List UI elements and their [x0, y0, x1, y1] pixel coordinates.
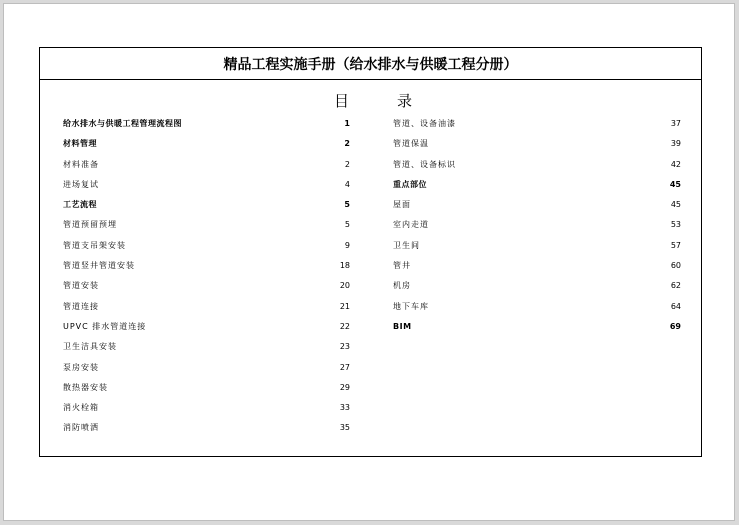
- toc-entry-label: 管道竖井管道安装: [63, 261, 135, 271]
- toc-entry-label: 泵房安装: [63, 362, 99, 372]
- toc-entry[interactable]: [393, 299, 681, 319]
- toc-entry-label: 管道保温: [393, 139, 429, 149]
- toc-entry-label: UPVC 排水管道连接: [63, 321, 147, 331]
- toc-entry-label: 管道连接: [63, 301, 99, 311]
- toc-entry[interactable]: [63, 319, 350, 339]
- toc-entry-label: 散热器安装: [63, 382, 108, 392]
- toc-entry[interactable]: [393, 217, 681, 237]
- toc-entry-label: 管道、设备标识: [393, 159, 456, 169]
- toc-entry-page-number: 5: [344, 220, 350, 230]
- toc-entry-label: 进场复试: [63, 179, 99, 189]
- toc-entry[interactable]: [393, 278, 681, 298]
- toc-entry-page-number: 9: [344, 240, 350, 250]
- toc-entry-page-number: 53: [670, 220, 681, 230]
- toc-entry-page-number: 5: [344, 200, 350, 210]
- toc-entry[interactable]: [393, 157, 681, 177]
- toc-entry-page-number: 20: [339, 281, 350, 291]
- toc-heading: [40, 90, 701, 110]
- toc-entry-label: 管井: [393, 261, 411, 271]
- toc-entry-page-number: 42: [670, 159, 681, 169]
- toc-entry-page-number: 2: [344, 159, 350, 169]
- toc-entry-label: 屋面: [393, 200, 411, 210]
- toc-column-right: [393, 116, 681, 339]
- toc-entry-page-number: 69: [669, 321, 681, 331]
- toc-entry-label: 地下车库: [393, 301, 429, 311]
- toc-document-frame: [39, 47, 702, 457]
- toc-entry-page-number: 21: [339, 301, 350, 311]
- toc-entry[interactable]: [63, 299, 350, 319]
- toc-entry-label: 消防喷洒: [63, 423, 99, 433]
- toc-entry[interactable]: [393, 116, 681, 136]
- toc-entry-label: 材料准备: [63, 159, 99, 169]
- toc-entry-label: 机房: [393, 281, 411, 291]
- toc-entry-label: 重点部位: [393, 179, 427, 189]
- toc-entry[interactable]: [63, 177, 350, 197]
- toc-entry-label: 给水排水与供暖工程管理流程图: [63, 119, 182, 128]
- toc-entry-page-number: 22: [339, 321, 350, 331]
- toc-entry-page-number: 64: [670, 301, 681, 311]
- toc-entry-page-number: 35: [339, 423, 350, 433]
- toc-entry-label: 消火栓箱: [63, 403, 99, 413]
- toc-entry[interactable]: [63, 360, 350, 380]
- page-canvas: [3, 3, 735, 521]
- toc-entry-page-number: 57: [670, 240, 681, 250]
- toc-entry[interactable]: [63, 136, 350, 156]
- toc-entry[interactable]: [393, 319, 681, 339]
- toc-entry[interactable]: [393, 177, 681, 197]
- toc-entry-label: BIM: [393, 321, 412, 331]
- toc-entry[interactable]: [63, 116, 350, 136]
- toc-entry-label: 管道、设备油漆: [393, 119, 456, 128]
- toc-column-left: [63, 116, 350, 441]
- toc-entry-label: 卫生洁具安装: [63, 342, 117, 352]
- toc-entry[interactable]: [63, 420, 350, 440]
- toc-entry-page-number: 62: [670, 281, 681, 291]
- toc-entry-label: 室内走道: [393, 220, 429, 230]
- toc-entry-page-number: 39: [670, 139, 681, 149]
- toc-entry[interactable]: [393, 136, 681, 156]
- toc-entry-label: 管道预留预埋: [63, 220, 117, 230]
- toc-entry[interactable]: [393, 197, 681, 217]
- toc-entry[interactable]: [63, 217, 350, 237]
- toc-entry-label: 材料管理: [63, 139, 97, 149]
- toc-entry-page-number: 33: [339, 403, 350, 413]
- document-title: 精品工程实施手册（给水排水与供暖工程分册）: [223, 56, 518, 73]
- toc-entry[interactable]: [63, 258, 350, 278]
- toc-entry-page-number: 4: [344, 179, 350, 189]
- toc-entry[interactable]: [63, 157, 350, 177]
- toc-entry-page-number: 37: [670, 119, 681, 128]
- toc-entry-label: 管道安装: [63, 281, 99, 291]
- toc-entry-page-number: 1: [344, 119, 350, 128]
- toc-entry[interactable]: [393, 258, 681, 278]
- toc-heading-char-1: 目: [334, 92, 350, 110]
- document-header: [40, 48, 701, 80]
- toc-entry-label: 卫生间: [393, 240, 420, 250]
- toc-entry-page-number: 45: [669, 179, 681, 189]
- toc-entry[interactable]: [393, 238, 681, 258]
- toc-entry[interactable]: [63, 197, 350, 217]
- toc-entry[interactable]: [63, 278, 350, 298]
- toc-entry[interactable]: [63, 339, 350, 359]
- toc-entry-page-number: 29: [339, 382, 350, 392]
- toc-entry-page-number: 27: [339, 362, 350, 372]
- toc-entry[interactable]: [63, 400, 350, 420]
- toc-entry-label: 工艺流程: [63, 200, 97, 210]
- toc-entry-page-number: 60: [670, 261, 681, 271]
- toc-entry[interactable]: [63, 238, 350, 258]
- toc-heading-char-2: 录: [397, 92, 413, 110]
- toc-entry-page-number: 45: [670, 200, 681, 210]
- toc-entry-page-number: 2: [344, 139, 350, 149]
- toc-entry-label: 管道支吊架安装: [63, 240, 126, 250]
- toc-entry-page-number: 23: [339, 342, 350, 352]
- toc-entry[interactable]: [63, 380, 350, 400]
- toc-entry-page-number: 18: [339, 261, 350, 271]
